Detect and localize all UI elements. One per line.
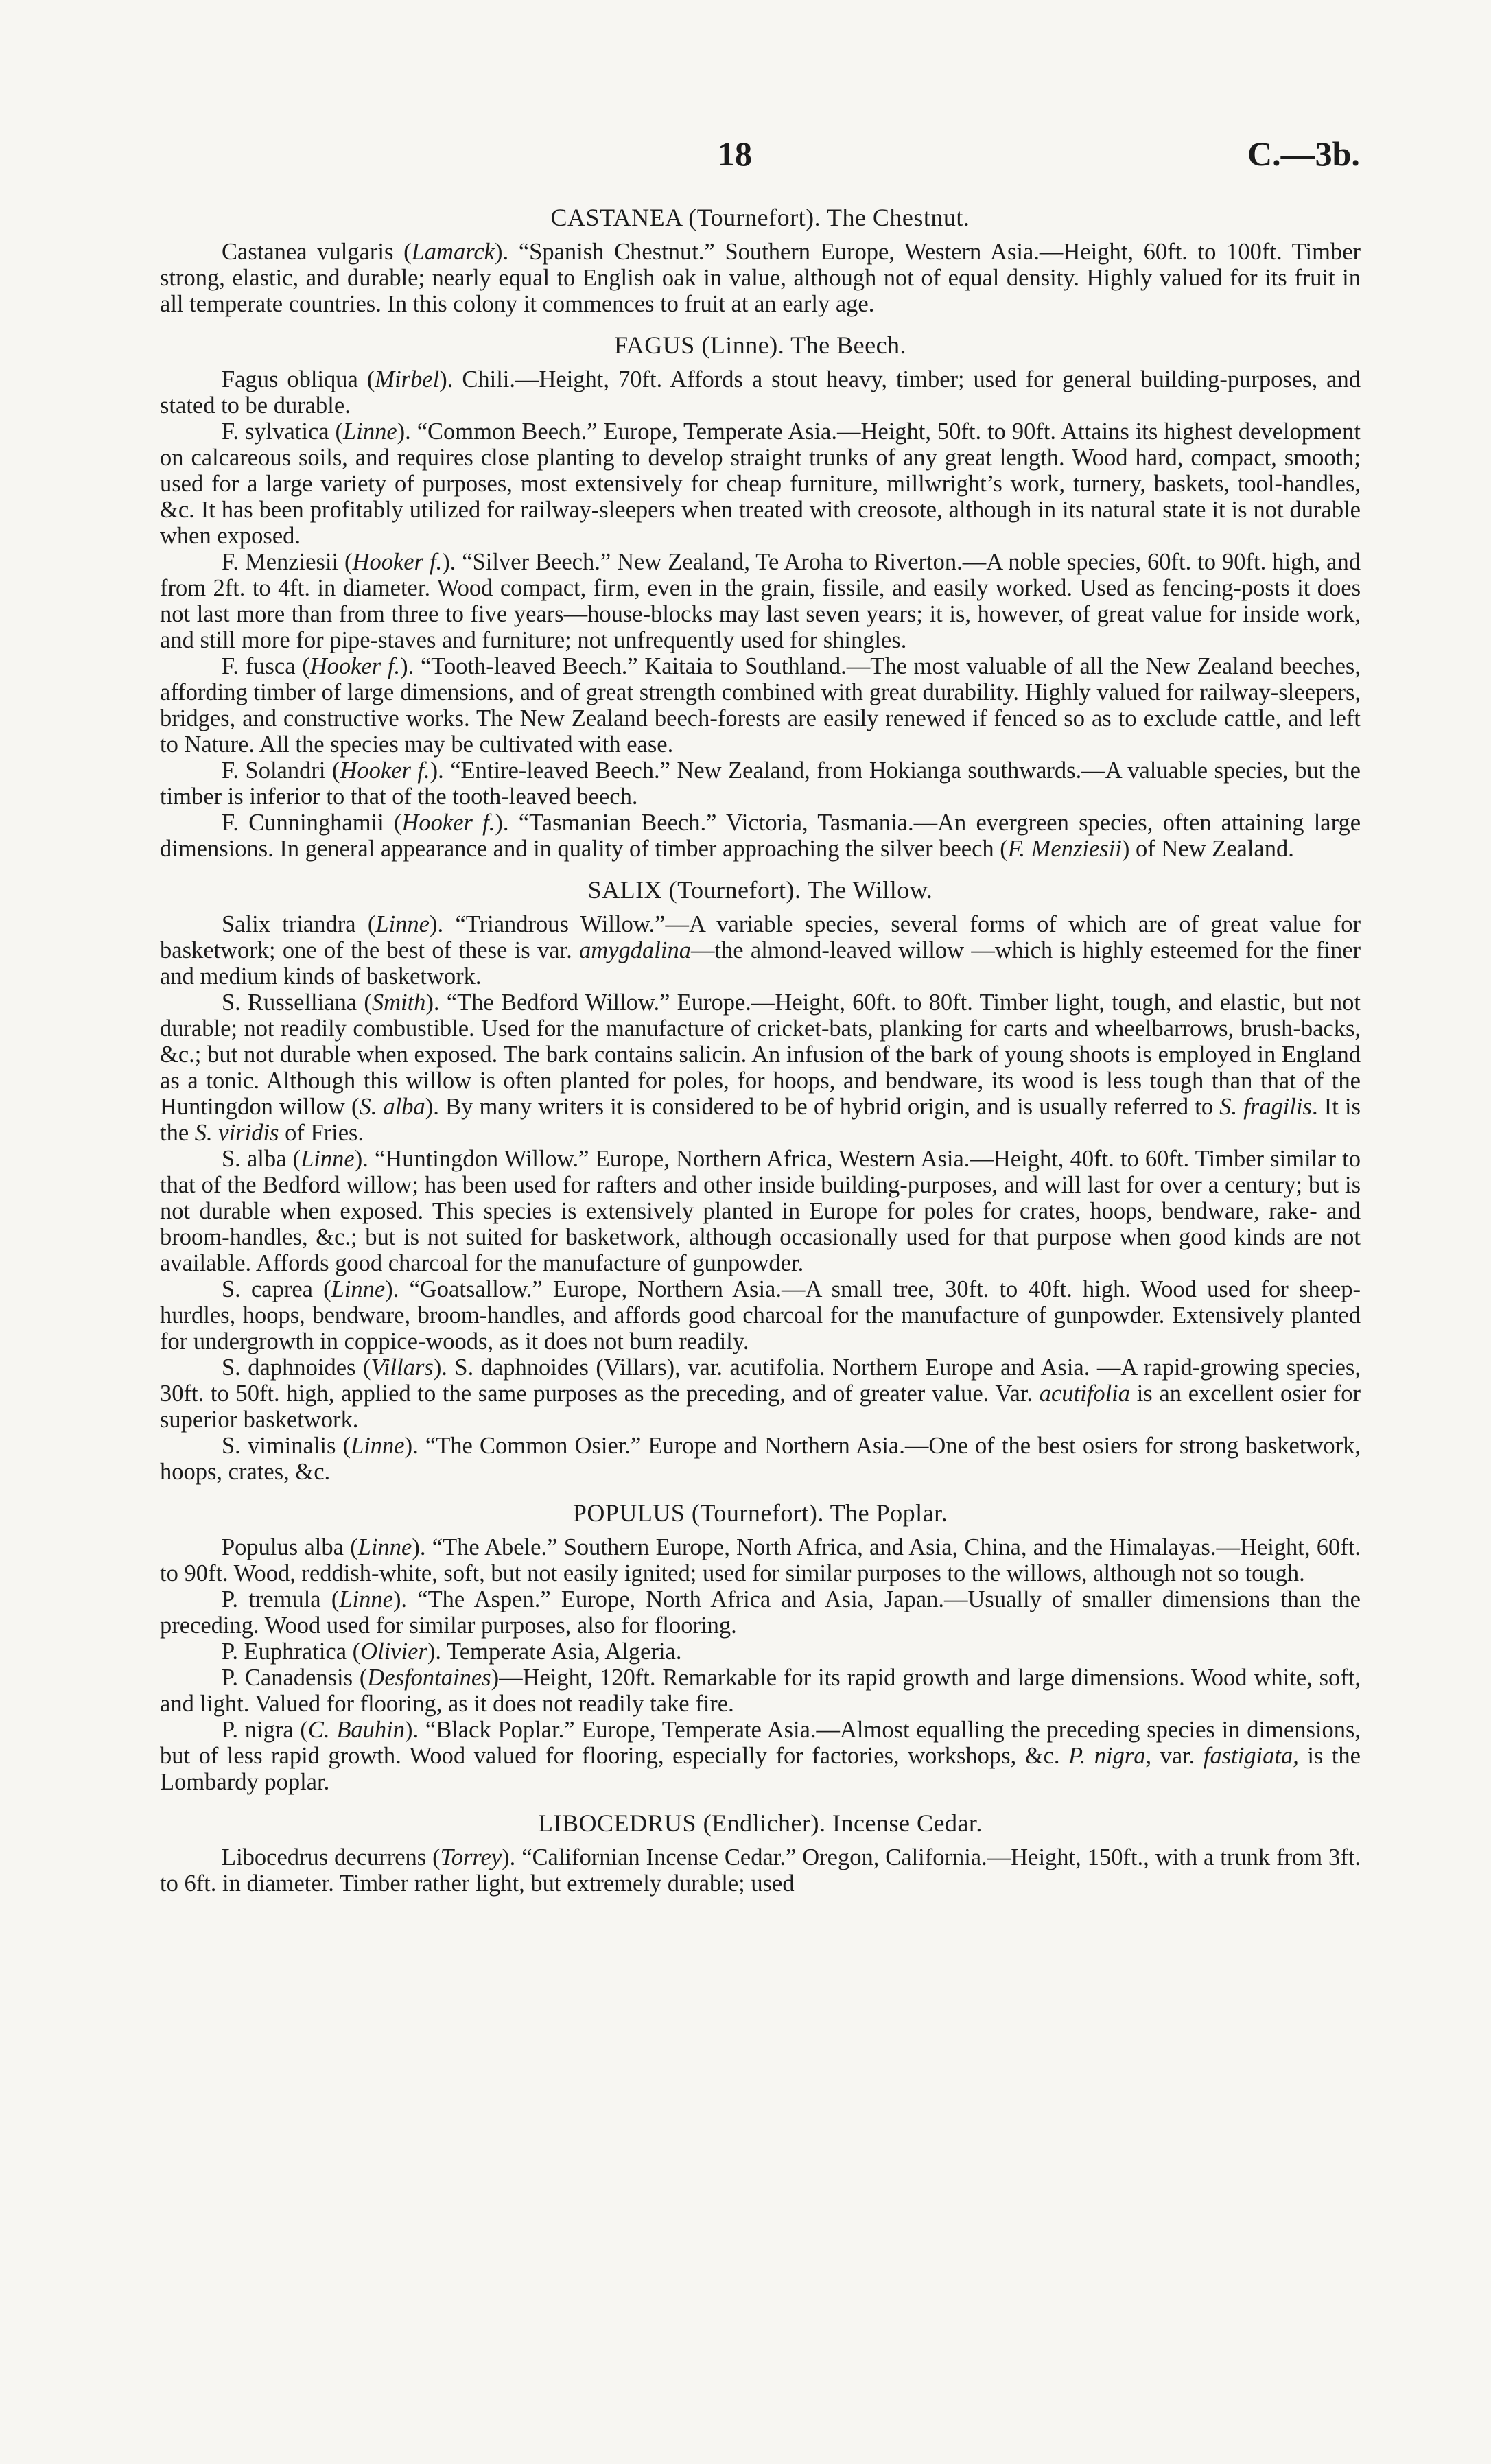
genus-name: SALIX [587,876,663,904]
species-entry: Libocedrus decurrens (Torrey). “Californian Incense Cedar.” Oregon, California.—Height, 150ft., with a trunk from 3ft. to 6ft. in diameter. Timber rather light, but extremely durable; used [160,1844,1361,1897]
genus-name: FAGUS [613,331,695,359]
genus-author: Tournefort [677,876,786,904]
genus-common-name: The Poplar. [830,1499,948,1527]
species-authority: Villars [371,1354,434,1381]
species-description: Temperate Asia, Algeria. [447,1639,682,1665]
species-authority: Linne [351,1433,405,1459]
species-description-tail: is an excellent osier for superior basketwork. [160,1381,1361,1433]
species-authority: Linne [357,1534,412,1560]
species-description-tail: is the Lombardy poplar. [160,1743,1361,1795]
species-description-tail: of Fries. [279,1120,364,1146]
species-description: “Californian Incense Cedar.” Oregon, California.—Height, 150ft., with a trunk from 3ft. to 6ft. in diameter. Timber rather light, but extremely durable; used [160,1844,1361,1897]
species-description: —Height, 120ft. Remarkable for its rapid growth and large dimensions. Wood white, soft, and light. Valued for flooring, as it does not readily take fire. [160,1665,1361,1717]
species-authority: Hooker f. [309,653,401,679]
species-description-tail: . It is the [160,1094,1361,1146]
italic-term: S. alba [359,1094,425,1120]
species-description: “Goatsallow.” Europe, Northern Asia.—A small tree, 30ft. to 40ft. high. Wood used for sheep-hurdles, hoops, bendware, broom-handles, and affords good charcoal for the manufacture of gunpowder. Extensively planted for undergrowth in coppice-woods, as it does not burn readily. [160,1276,1361,1354]
species-description: S. daphnoides (Villars), var. acutifolia. Northern Europe and Asia. —A rapid-growing species, 30ft. to 50ft. high, applied to the same purposes as the preceding, and of greater value. Var. [160,1354,1361,1407]
species-authority: Linne [301,1146,355,1172]
species-entry: P. nigra (C. Bauhin). “Black Poplar.” Europe, Temperate Asia.—Almost equalling the preceding species in dimensions, but of less rapid growth. Wood valued for flooring, especially for factories, workshops, &c. P. nigra, var. fastigiata, is the Lombardy poplar. [160,1717,1361,1795]
species-description: “Triandrous Willow.”—A variable species, several forms of which are of great value for basketwork; one of the best of these is var. [160,911,1361,963]
species-description: “Spanish Chestnut.” Southern Europe, Western Asia.—Height, 60ft. to 100ft. Timber strong, elastic, and durable; nearly equal to English oak in value, although not of equal density. Highly valued for its fruit in all temperate countries. In this colony it commences to fruit at an early age. [160,239,1361,317]
species-description: “Silver Beech.” New Zealand, Te Aroha to Riverton.—A noble species, 60ft. to 90ft. high, and from 2ft. to 4ft. in diameter. Wood compact, firm, even in the grain, fissile, and easily worked. Used as fencing-posts it does not last more than from three to five years—house-blocks may last seven years; it is, however, of great value for inside work, and still more for pipe-staves and furniture; not unfrequently used for shingles. [160,549,1361,653]
species-description: “Tooth-leaved Beech.” Kaitaia to Southland.—The most valuable of all the New Zealand beeches, affording timber of large dimensions, and of great strength combined with great durability. Highly valued for railway-sleepers, bridges, and constructive works. The New Zealand beech-forests are easily renewed if fenced so as to exclude cattle, and left to Nature. All the species may be cultivated with ease. [160,653,1361,758]
italic-term: F. Menziesii [1007,836,1122,862]
species-name: F. sylvatica [222,419,329,445]
genus-common-name: The Beech. [790,331,907,359]
species-entry: S. alba (Linne). “Huntingdon Willow.” Europe, Northern Africa, Western Asia.—Height, 40ft. to 60ft. Timber similar to that of the Bedford willow; has been used for rafters and other inside building-purposes, and will last for over a century; but is not durable when exposed. This species is extensively planted in Europe for poles for crates, hoops, bendware, rake- and broom-handles, &c.; but is not suited for basketwork, although occasionally used for that purpose when good kinds are not available. Affords good charcoal for the manufacture of gunpowder. [160,1146,1361,1276]
species-name: P. Euphratica [222,1639,347,1665]
genus-author: Linne [709,331,770,359]
species-description-tail: —the almond-leaved willow —which is highly esteemed for the finer and medium kinds of basketwork. [160,937,1361,989]
species-description: “Black Poplar.” Europe, Temperate Asia.—Almost equalling the preceding species in dimensions, but of less rapid growth. Wood valued for flooring, especially for factories, workshops, &c. [160,1717,1361,1769]
document-reference: C.—3b. [1247,134,1360,173]
species-name: S. Russelliana [222,989,357,1016]
species-entry: S. daphnoides (Villars). S. daphnoides (Villars), var. acutifolia. Northern Europe and Asia. —A rapid-growing species, 30ft. to 50ft. high, applied to the same purposes as the preceding, and of greater value. Var. acutifolia is an excellent osier for superior basketwork. [160,1354,1361,1433]
species-entry: Fagus obliqua (Mirbel). Chili.—Height, 70ft. Affords a stout heavy, timber; used for general building-purposes, and stated to be durable. [160,366,1361,419]
species-name: Castanea vulgaris [222,239,394,265]
species-entry: F. Cunninghamii (Hooker f.). “Tasmanian Beech.” Victoria, Tasmania.—An evergreen species, often attaining large dimensions. In general appearance and in quality of timber approaching the silver beech (F. Menziesii) of New Zealand. [160,810,1361,862]
species-name: Libocedrus decurrens [222,1844,427,1870]
species-description: “The Bedford Willow.” Europe.—Height, 60ft. to 80ft. Timber light, tough, and elastic, but not durable; not readily combustible. Used for the manufacture of cricket-bats, planking for carts and wheelbarrows, brush-backs, &c.; but not durable when exposed. The bark contains salicin. An infusion of the bark of young shoots is employed in England as a tonic. Although this willow is often planted for poles, for hoops, and bendware, its wood is less tough than that of the Huntingdon willow ( [160,989,1361,1120]
italic-term: fastigiata, [1203,1743,1299,1769]
species-name: Fagus obliqua [222,366,358,392]
species-description: “The Aspen.” Europe, North Africa and Asia, Japan.—Usually of smaller dimensions than the preceding. Wood used for similar purposes, also for flooring. [160,1586,1361,1639]
species-authority: Desfontaines [367,1665,491,1691]
species-name: S. alba [222,1146,287,1172]
species-entry: F. sylvatica (Linne). “Common Beech.” Europe, Temperate Asia.—Height, 50ft. to 90ft. Attains its highest development on calcareous soils, and requires close planting to develop straight trunks of any great length. Wood hard, compact, smooth; used for a large variety of purposes, most extensively for cheap furniture, millwright’s work, turnery, baskets, tool-handles, &c. It has been profitably utilized for railway-sleepers when treated with creosote, although in its natural state it is not durable when exposed. [160,419,1361,549]
species-entry: F. Solandri (Hooker f.). “Entire-leaved Beech.” New Zealand, from Hokianga southwards.—A valuable species, but the timber is inferior to that of the tooth-leaved beech. [160,758,1361,810]
genus-common-name: Incense Cedar. [832,1809,983,1837]
species-entry: Salix triandra (Linne). “Triandrous Willow.”—A variable species, several forms of which are of great value for basketwork; one of the best of these is var. amygdalina—the almond-leaved willow —which is highly esteemed for the finer and medium kinds of basketwork. [160,911,1361,989]
species-entry: P. tremula (Linne). “The Aspen.” Europe, North Africa and Asia, Japan.—Usually of smaller dimensions than the preceding. Wood used for similar purposes, also for flooring. [160,1586,1361,1639]
section-heading: CASTANEA (Tournefort). The Chestnut. [550,204,970,231]
species-name: Salix triandra [222,911,356,937]
species-entry: Castanea vulgaris (Lamarck). “Spanish Chestnut.” Southern Europe, Western Asia.—Height, 60ft. to 100ft. Timber strong, elastic, and durable; nearly equal to English oak in value, although not of equal density. Highly valued for its fruit in all temperate countries. In this colony it commences to fruit at an early age. [160,239,1361,317]
section-heading: FAGUS (Linne). The Beech. [613,331,907,359]
species-entry: F. fusca (Hooker f.). “Tooth-leaved Beech.” Kaitaia to Southland.—The most valuable of all the New Zealand beeches, affording timber of large dimensions, and of great strength combined with great durability. Highly valued for railway-sleepers, bridges, and constructive works. The New Zealand beech-forests are easily renewed if fenced so as to exclude cattle, and left to Nature. All the species may be cultivated with ease. [160,653,1361,758]
species-description: “Entire-leaved Beech.” New Zealand, from Hokianga southwards.—A valuable species, but the timber is inferior to that of the tooth-leaved beech. [160,758,1361,810]
italic-term: P. nigra, [1068,1743,1152,1769]
species-name: F. Menziesii [222,549,339,575]
species-description: “The Abele.” Southern Europe, North Africa, and Asia, China, and the Himalayas.—Height, 60ft. to 90ft. Wood, reddish-white, soft, but not easily ignited; used for similar purposes to the willows, although not so tough. [160,1534,1361,1586]
species-entry: F. Menziesii (Hooker f.). “Silver Beech.” New Zealand, Te Aroha to Riverton.—A noble species, 60ft. to 90ft. high, and from 2ft. to 4ft. in diameter. Wood compact, firm, even in the grain, fissile, and easily worked. Used as fencing-posts it does not last more than from three to five years—house-blocks may last seven years; it is, however, of great value for inside work, and still more for pipe-staves and furniture; not unfrequently used for shingles. [160,549,1361,653]
species-name: S. daphnoides [222,1354,356,1381]
genus-common-name: The Chestnut. [826,204,970,231]
section-heading: LIBOCEDRUS (Endlicher). Incense Cedar. [538,1809,983,1837]
italic-term: S. viridis [194,1120,279,1146]
species-authority: Hooker f. [340,758,430,784]
species-authority: Linne [331,1276,386,1302]
genus-author: Tournefort [700,1499,809,1527]
page-header [0,134,1491,182]
species-entry: P. Euphratica (Olivier). Temperate Asia, Algeria. [222,1639,682,1665]
species-description: “Huntingdon Willow.” Europe, Northern Africa, Western Asia.—Height, 40ft. to 60ft. Timber similar to that of the Bedford willow; has been used for rafters and other inside building-purposes, and will last for over a century; but is not durable when exposed. This species is extensively planted in Europe for poles for crates, hoops, bendware, rake- and broom-handles, &c.; but is not suited for basketwork, although occasionally used for that purpose when good kinds are not available. Affords good charcoal for the manufacture of gunpowder. [160,1146,1361,1276]
page-number: 18 [718,134,752,173]
species-name: Populus alba [222,1534,344,1560]
species-name: P. tremula [222,1586,321,1612]
genus-common-name: The Willow. [807,876,933,904]
genus-name: POPULUS [572,1499,685,1527]
species-description: “Tasmanian Beech.” Victoria, Tasmania.—An evergreen species, often attaining large dimensions. In general appearance and in quality of timber approaching the silver beech ( [160,810,1361,862]
species-description: “The Common Osier.” Europe and Northern Asia.—One of the best osiers for strong basketwork, hoops, crates, &c. [160,1433,1361,1485]
species-description-tail: var. [1151,1743,1204,1769]
species-entry: S. viminalis (Linne). “The Common Osier.” Europe and Northern Asia.—One of the best osiers for strong basketwork, hoops, crates, &c. [160,1433,1361,1485]
species-description-tail: ) of New Zealand. [1121,836,1294,862]
species-entry: Populus alba (Linne). “The Abele.” Southern Europe, North Africa, and Asia, China, and the Himalayas.—Height, 60ft. to 90ft. Wood, reddish-white, soft, but not easily ignited; used for similar purposes to the willows, although not so tough. [160,1534,1361,1586]
section-heading: SALIX (Tournefort). The Willow. [587,876,933,904]
species-authority: Mirbel [375,366,440,392]
species-authority: Lamarck [411,239,495,265]
species-name: P. Canadensis [222,1665,353,1691]
species-name: F. Solandri [222,758,326,784]
species-entry: P. Canadensis (Desfontaines)—Height, 120ft. Remarkable for its rapid growth and large dimensions. Wood white, soft, and light. Valued for flooring, as it does not readily take fire. [160,1665,1361,1717]
genus-name: CASTANEA [550,204,682,231]
italic-term: amygdalina [579,937,691,963]
genus-name: LIBOCEDRUS [538,1809,697,1837]
species-name: S. viminalis [222,1433,336,1459]
species-description-tail: ). By many writers it is considered to be of hybrid origin, and is usually referred to [425,1094,1220,1120]
species-authority: Hooker f. [401,810,495,836]
section-heading: POPULUS (Tournefort). The Poplar. [572,1499,948,1527]
species-authority: Smith [371,989,426,1016]
italic-term: S. fragilis [1219,1094,1312,1120]
species-authority: Linne [343,419,397,445]
species-description: “Common Beech.” Europe, Temperate Asia.—Height, 50ft. to 90ft. Attains its highest development on calcareous soils, and requires close planting to develop straight trunks of any great length. Wood hard, compact, smooth; used for a large variety of purposes, most extensively for cheap furniture, millwright’s work, turnery, baskets, tool-handles, &c. It has been profitably utilized for railway-sleepers when treated with creosote, although in its natural state it is not durable when exposed. [160,419,1361,549]
species-authority: Torrey [440,1844,502,1870]
genus-author: Tournefort [696,204,806,231]
species-entry: S. Russelliana (Smith). “The Bedford Willow.” Europe.—Height, 60ft. to 80ft. Timber light, tough, and elastic, but not durable; not readily combustible. Used for the manufacture of cricket-bats, planking for carts and wheelbarrows, brush-backs, &c.; but not durable when exposed. The bark contains salicin. An infusion of the bark of young shoots is employed in England as a tonic. Although this willow is often planted for poles, for hoops, and bendware, its wood is less tough than that of the Huntingdon willow (S. alba). By many writers it is considered to be of hybrid origin, and is usually referred to S. fragilis. It is the S. viridis of Fries. [160,989,1361,1146]
document-body [160,204,1361,1897]
species-name: F. fusca [222,653,296,679]
species-name: P. nigra [222,1717,294,1743]
species-authority: Hooker f. [352,549,443,575]
species-authority: Olivier [360,1639,427,1665]
species-authority: Linne [339,1586,393,1612]
species-name: S. caprea [222,1276,313,1302]
italic-term: acutifolia [1039,1381,1130,1407]
species-entry: S. caprea (Linne). “Goatsallow.” Europe, Northern Asia.—A small tree, 30ft. to 40ft. high. Wood used for sheep-hurdles, hoops, bendware, broom-handles, and affords good charcoal for the manufacture of gunpowder. Extensively planted for undergrowth in coppice-woods, as it does not burn readily. [160,1276,1361,1354]
species-description: Chili.—Height, 70ft. Affords a stout heavy, timber; used for general building-purposes, and stated to be durable. [160,366,1361,419]
species-name: F. Cunninghamii [222,810,384,836]
species-authority: Linne [375,911,430,937]
species-authority: C. Bauhin [307,1717,405,1743]
genus-author: Endlicher [712,1809,811,1837]
